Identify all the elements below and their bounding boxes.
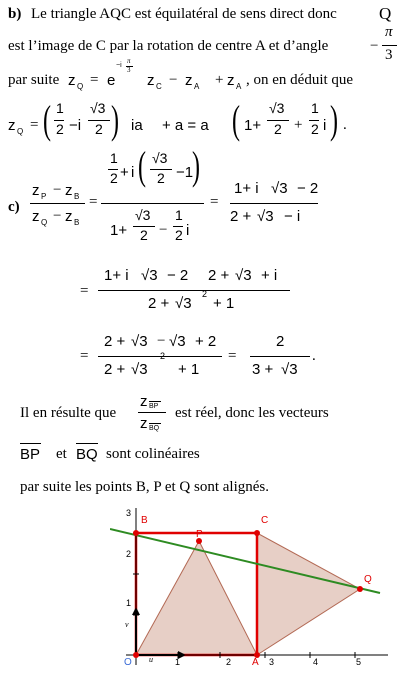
z-a: z [185,72,193,89]
cf-sqrt3-den: 2 [157,170,165,186]
sqrt3-den: 2 [95,121,103,137]
l2-minus2: − 2 [167,267,189,284]
ytick-2: 2 [126,549,132,559]
l2-sqrt3b: √3 [235,267,252,284]
label-p: P [196,529,203,540]
l3-two-plus: 2 + [104,333,126,350]
rf-bar [230,203,318,204]
rf-two-plus: 2 + [230,208,252,225]
sub-a: A [194,82,200,91]
z-q: z [68,72,76,89]
l3-three-plus: 3 + [252,361,274,378]
c-eq-1: = [89,194,98,210]
l2-one-plus-i: 1+ i [104,267,129,284]
ratio-den-arrow [149,423,161,424]
ratio-bar [138,412,166,413]
eq: = [90,72,99,88]
one-plus: 1+ [244,117,262,134]
ytick-1: 1 [126,598,132,608]
paren-open: ( [43,97,51,142]
l2-den-two-plus: 2 + [148,295,170,312]
l3-plus2: + 2 [195,333,217,350]
label-o: O [124,657,132,668]
l2-plus1: + 1 [213,295,235,312]
cf-half-num: 1 [110,150,118,166]
l3-den-two-plus: 2 + [104,361,126,378]
ratio-den-z: z [140,415,148,432]
rf-minus-i: − i [284,208,301,225]
sub-q2: Q [17,127,24,136]
label-b: B [141,515,148,526]
sub-q3: Q [41,218,48,227]
cf-den-i: i [186,222,190,239]
sub-q: Q [77,82,84,91]
i-letter: i [323,117,327,134]
c-eq-2: = [210,194,219,210]
xtick-2: 2 [226,657,232,667]
cf-den-sqrt3-den: 2 [140,227,148,243]
cf-paren-close: ) [192,143,200,188]
l3-bar2 [250,356,310,357]
sqrt3-num: √3 [90,100,106,116]
zb: z [65,182,73,199]
minus-i: −i [69,117,82,134]
exp-pi: π [127,57,131,65]
label-q: Q [364,574,372,585]
cf-main-bar [101,203,204,204]
part-b-line3-suffix: , on en déduit que [246,72,354,88]
rf-minus2: − 2 [297,180,319,197]
ratio-num-arrow [149,401,161,402]
cf-half-den: 2 [110,170,118,186]
concl-line2-b: sont colinéaires [106,446,200,462]
concl-line1-b: est réel, donc les vecteurs [175,405,329,421]
cf-plus-i: + [120,164,129,181]
zq: z [32,208,40,225]
ratio-num-sub: BP [149,403,159,410]
zp: z [32,182,40,199]
l2-sq: 2 [202,289,208,299]
l3-dot: . [312,348,316,364]
half-den: 2 [56,121,64,137]
sub-a2: A [236,82,242,91]
concl-line3: par suite les points B, P et Q sont alignés. [20,479,270,495]
l3-sqrt3a: √3 [131,333,148,350]
l2-sqrt3: √3 [141,267,158,284]
l3-minus: − [157,333,166,349]
label-c: C [261,515,269,526]
l3-sqrt3b: √3 [169,333,186,350]
c-minus-1: − [53,182,62,198]
et: et [56,446,67,462]
plus-1: + [215,72,224,88]
part-b-line2: est l’image de C par la rotation de centre A et d’angle [8,38,329,54]
z-c: z [147,72,155,89]
label-a: A [252,657,259,668]
angle-fraction-bar [382,45,397,46]
angle-pi: π [385,24,393,40]
point-q-label: Q [379,4,392,23]
ia: ia [131,117,143,134]
paren-open-2: ( [232,97,240,142]
angle-minus: − [370,38,379,54]
l2-two-plus: 2 + [208,267,230,284]
cf-one-plus: 1+ [110,222,128,239]
l3-sq: 2 [160,351,166,361]
vec-bp: BP [20,446,41,463]
exp-den: 3 [127,66,131,74]
l3-eq2: = [228,348,237,364]
ytick-3: 3 [126,508,132,518]
line-bpq [110,529,380,593]
part-c-label: c) [8,199,20,215]
l2-eq: = [80,283,89,299]
l3-den-sqrt3: √3 [131,361,148,378]
half-den2: 2 [311,121,319,137]
l2-plus-i: + i [261,267,278,284]
half-num: 1 [56,100,64,116]
l3-eq: = [80,348,89,364]
half-num2: 1 [311,100,319,116]
sqrt3-num2: √3 [269,100,285,116]
xtick-3: 3 [269,657,275,667]
sqrt3-den2: 2 [274,121,282,137]
cf-sqrt3: √3 [152,150,168,166]
plus-a-eq-a: + a = a [162,117,209,134]
rf-sqrt3: √3 [271,180,288,197]
c-minus-2: − [53,208,62,224]
end-dot: . [343,117,347,133]
vec-bq-arrow [76,443,98,444]
vec-bq: BQ [76,446,98,463]
part-b-line1: Le triangle AQC est équilatéral de sens direct donc [31,6,337,22]
geometry-figure [110,505,395,675]
l3-plus1: + 1 [178,361,200,378]
cf-paren-open: ( [138,143,146,188]
c-main-bar [30,203,85,204]
part-b-label: b) [8,6,22,22]
minus-1: − [169,72,178,88]
vector-v-arrowhead [132,607,140,615]
zb2: z [65,208,73,225]
eq2: = [30,117,39,133]
l2-den-sqrt3: √3 [175,295,192,312]
rf-den-sqrt3: √3 [257,208,274,225]
cf-minus1: −1 [176,164,194,181]
ratio-num-z: z [140,393,148,410]
l3-two: 2 [276,333,285,350]
angle-den: 3 [385,47,393,63]
paren-close: ) [111,97,119,142]
triangle-aqc [257,533,360,655]
e: e [107,72,116,89]
z-q2: z [8,117,16,134]
ratio-den-sub: BQ [149,425,160,432]
cf-den-half: 1 [175,207,183,223]
xtick-1: 1 [175,657,181,667]
sub-c: C [156,82,162,91]
z-a2: z [227,72,235,89]
xtick-4: 4 [313,657,319,667]
concl-line1-a: Il en résulte que [20,405,117,421]
vec-bp-arrow [20,443,41,444]
cf-i: i [131,164,135,181]
cf-den-half-den: 2 [175,227,183,243]
l3-sqrt3c: √3 [281,361,298,378]
l2-bar [98,290,290,291]
plus-2: + [294,117,303,133]
triangle-obp [136,541,257,655]
exp-minus-i: −i [116,62,122,69]
part-b-line3-prefix: par suite [8,72,60,88]
sub-b: B [74,192,80,201]
rf-one-plus-i: 1+ i [234,180,259,197]
sub-p: P [41,192,47,201]
sub-b2: B [74,218,80,227]
cf-den-sqrt3: √3 [135,207,151,223]
cf-den-minus: − [159,222,168,238]
paren-close-2: ) [330,97,338,142]
xtick-5: 5 [356,657,362,667]
label-vec-v: v [125,620,129,629]
label-vec-u: u [149,655,153,664]
